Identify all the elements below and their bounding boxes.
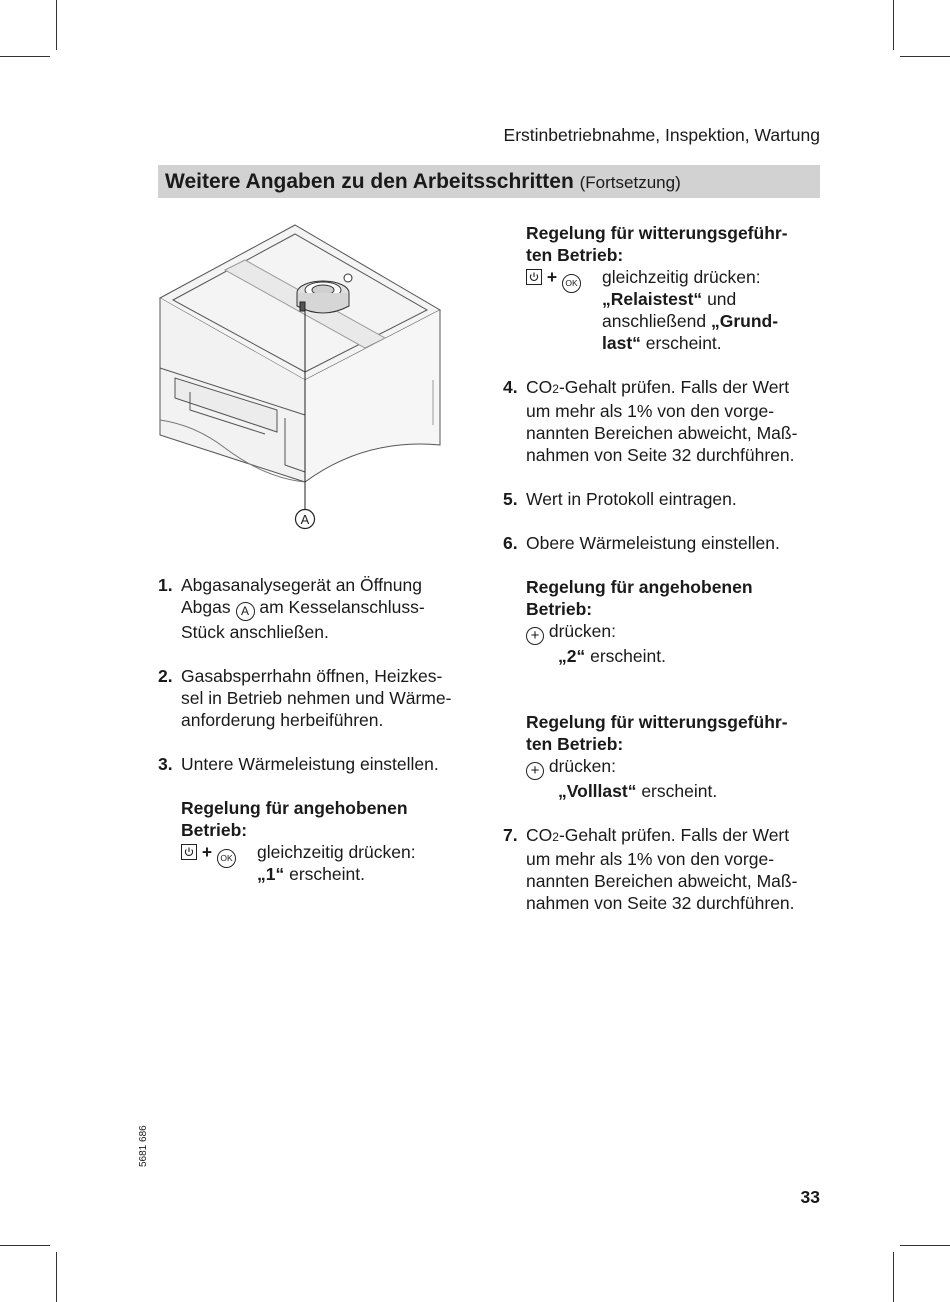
step-text <box>526 376 823 400</box>
text: CO <box>526 377 553 397</box>
subscript: 2 <box>552 382 559 396</box>
power-key-icon <box>526 269 542 285</box>
step-4 <box>503 376 823 466</box>
result-value: „Grund- <box>710 311 779 331</box>
crop-mark <box>900 56 950 57</box>
result-value: last“ <box>602 333 641 353</box>
key-action: drücken: <box>548 621 616 641</box>
step-number: 7. <box>503 825 518 845</box>
sub-heading: Regelung für angehobenen <box>526 577 753 597</box>
result-value: „2“ <box>558 646 586 666</box>
step-6 <box>503 532 823 667</box>
sub-heading: Regelung für witterungsgeführ- <box>526 712 788 732</box>
result-value: „Relaistest“ <box>602 289 703 309</box>
step-text <box>181 596 478 621</box>
crop-mark <box>56 0 57 50</box>
crop-mark <box>893 1252 894 1302</box>
title-suffix: (Fortsetzung) <box>579 173 681 192</box>
result-text: erscheint. <box>590 646 666 666</box>
step-5 <box>503 488 823 510</box>
key-action: drücken: <box>548 756 616 776</box>
key-instruction <box>526 620 823 645</box>
marker-a: A <box>236 602 255 621</box>
left-column <box>158 574 478 885</box>
crop-mark <box>893 0 894 50</box>
plus-key-icon: + <box>526 627 544 645</box>
key-result <box>526 645 823 667</box>
step-text: Gasabsperrhahn öffnen, Heizkes- <box>181 666 443 686</box>
sub-heading: Regelung für witterungsgeführ- <box>526 223 788 243</box>
crop-mark <box>56 1252 57 1302</box>
crop-mark <box>0 1245 50 1246</box>
step-text: Wert in Protokoll eintragen. <box>526 489 737 509</box>
key-instruction <box>181 841 478 863</box>
step-text <box>526 824 823 848</box>
crop-mark <box>0 56 50 57</box>
page-title <box>165 170 681 194</box>
right-column <box>503 222 823 914</box>
key-result <box>526 332 823 354</box>
step-number: 1. <box>158 575 173 595</box>
title-main: Weitere Angaben zu den Arbeitsschritten <box>165 170 574 193</box>
step-text: um mehr als 1% von den vorge- <box>526 849 775 869</box>
key-instruction <box>526 266 823 288</box>
step-text: nannten Bereichen abweicht, Maß- <box>526 871 798 891</box>
step-number: 3. <box>158 754 173 774</box>
key-result <box>526 310 823 332</box>
step-text: Untere Wärmeleistung einstellen. <box>181 754 439 774</box>
document-number: 5681 686 <box>138 1125 149 1167</box>
section-header: Erstinbetriebnahme, Inspektion, Wartung <box>503 125 820 145</box>
sub-heading: Regelung für angehobenen <box>181 798 408 818</box>
step-number: 4. <box>503 377 518 397</box>
step-text: um mehr als 1% von den vorge- <box>526 401 775 421</box>
key-instruction <box>526 755 823 780</box>
plus-sign: + <box>201 842 213 862</box>
step-text: Obere Wärmeleistung einstellen. <box>526 533 780 553</box>
step-text: sel in Betrieb nehmen und Wärme- <box>181 688 452 708</box>
sub-heading: ten Betrieb: <box>526 734 624 754</box>
step-text: nahmen von Seite 32 durchführen. <box>526 445 795 465</box>
result-value: „Volllast“ <box>558 781 637 801</box>
power-key-icon <box>181 844 197 860</box>
result-text: erscheint. <box>641 781 718 801</box>
callout-label: A <box>300 512 310 527</box>
ok-key-icon: OK <box>562 274 581 293</box>
block-weather-controlled-1 <box>503 222 823 354</box>
step-text: anforderung herbeiführen. <box>181 710 384 730</box>
step-text: nahmen von Seite 32 durchführen. <box>526 893 795 913</box>
plus-sign: + <box>546 267 558 287</box>
text: Abgas <box>181 597 231 617</box>
plus-key-icon: + <box>526 762 544 780</box>
ok-key-icon: OK <box>217 849 236 868</box>
page-number: 33 <box>800 1187 820 1207</box>
subscript: 2 <box>552 830 559 844</box>
step-2 <box>158 665 478 731</box>
result-text: anschließend <box>602 311 707 331</box>
result-text: erscheint. <box>289 864 365 884</box>
step-number: 6. <box>503 533 518 553</box>
result-text: erscheint. <box>645 333 722 353</box>
step-text: Stück anschließen. <box>181 622 329 642</box>
boiler-illustration <box>155 220 455 540</box>
text: CO <box>526 825 553 845</box>
step-text: nannten Bereichen abweicht, Maß- <box>526 423 798 443</box>
text: am Kesselanschluss- <box>259 597 425 617</box>
key-action: gleichzeitig drücken: <box>602 267 761 287</box>
sub-heading: ten Betrieb: <box>526 245 624 265</box>
crop-mark <box>900 1245 950 1246</box>
step-1 <box>158 574 478 643</box>
block-weather-controlled-2 <box>503 711 823 802</box>
key-action: gleichzeitig drücken: <box>257 842 416 862</box>
sub-heading: Betrieb: <box>526 599 593 619</box>
key-result <box>526 780 823 802</box>
step-7 <box>503 824 823 914</box>
step-number: 2. <box>158 666 173 686</box>
step-3 <box>158 753 478 885</box>
title-bar <box>158 165 820 198</box>
text: -Gehalt prüfen. Falls der Wert <box>558 825 790 845</box>
result-value: „1“ <box>257 864 285 884</box>
sub-heading: Betrieb: <box>181 820 248 840</box>
step-text: Abgasanalysegerät an Öffnung <box>181 575 422 595</box>
step-number: 5. <box>503 489 518 509</box>
text: -Gehalt prüfen. Falls der Wert <box>558 377 790 397</box>
result-text: und <box>707 289 737 309</box>
